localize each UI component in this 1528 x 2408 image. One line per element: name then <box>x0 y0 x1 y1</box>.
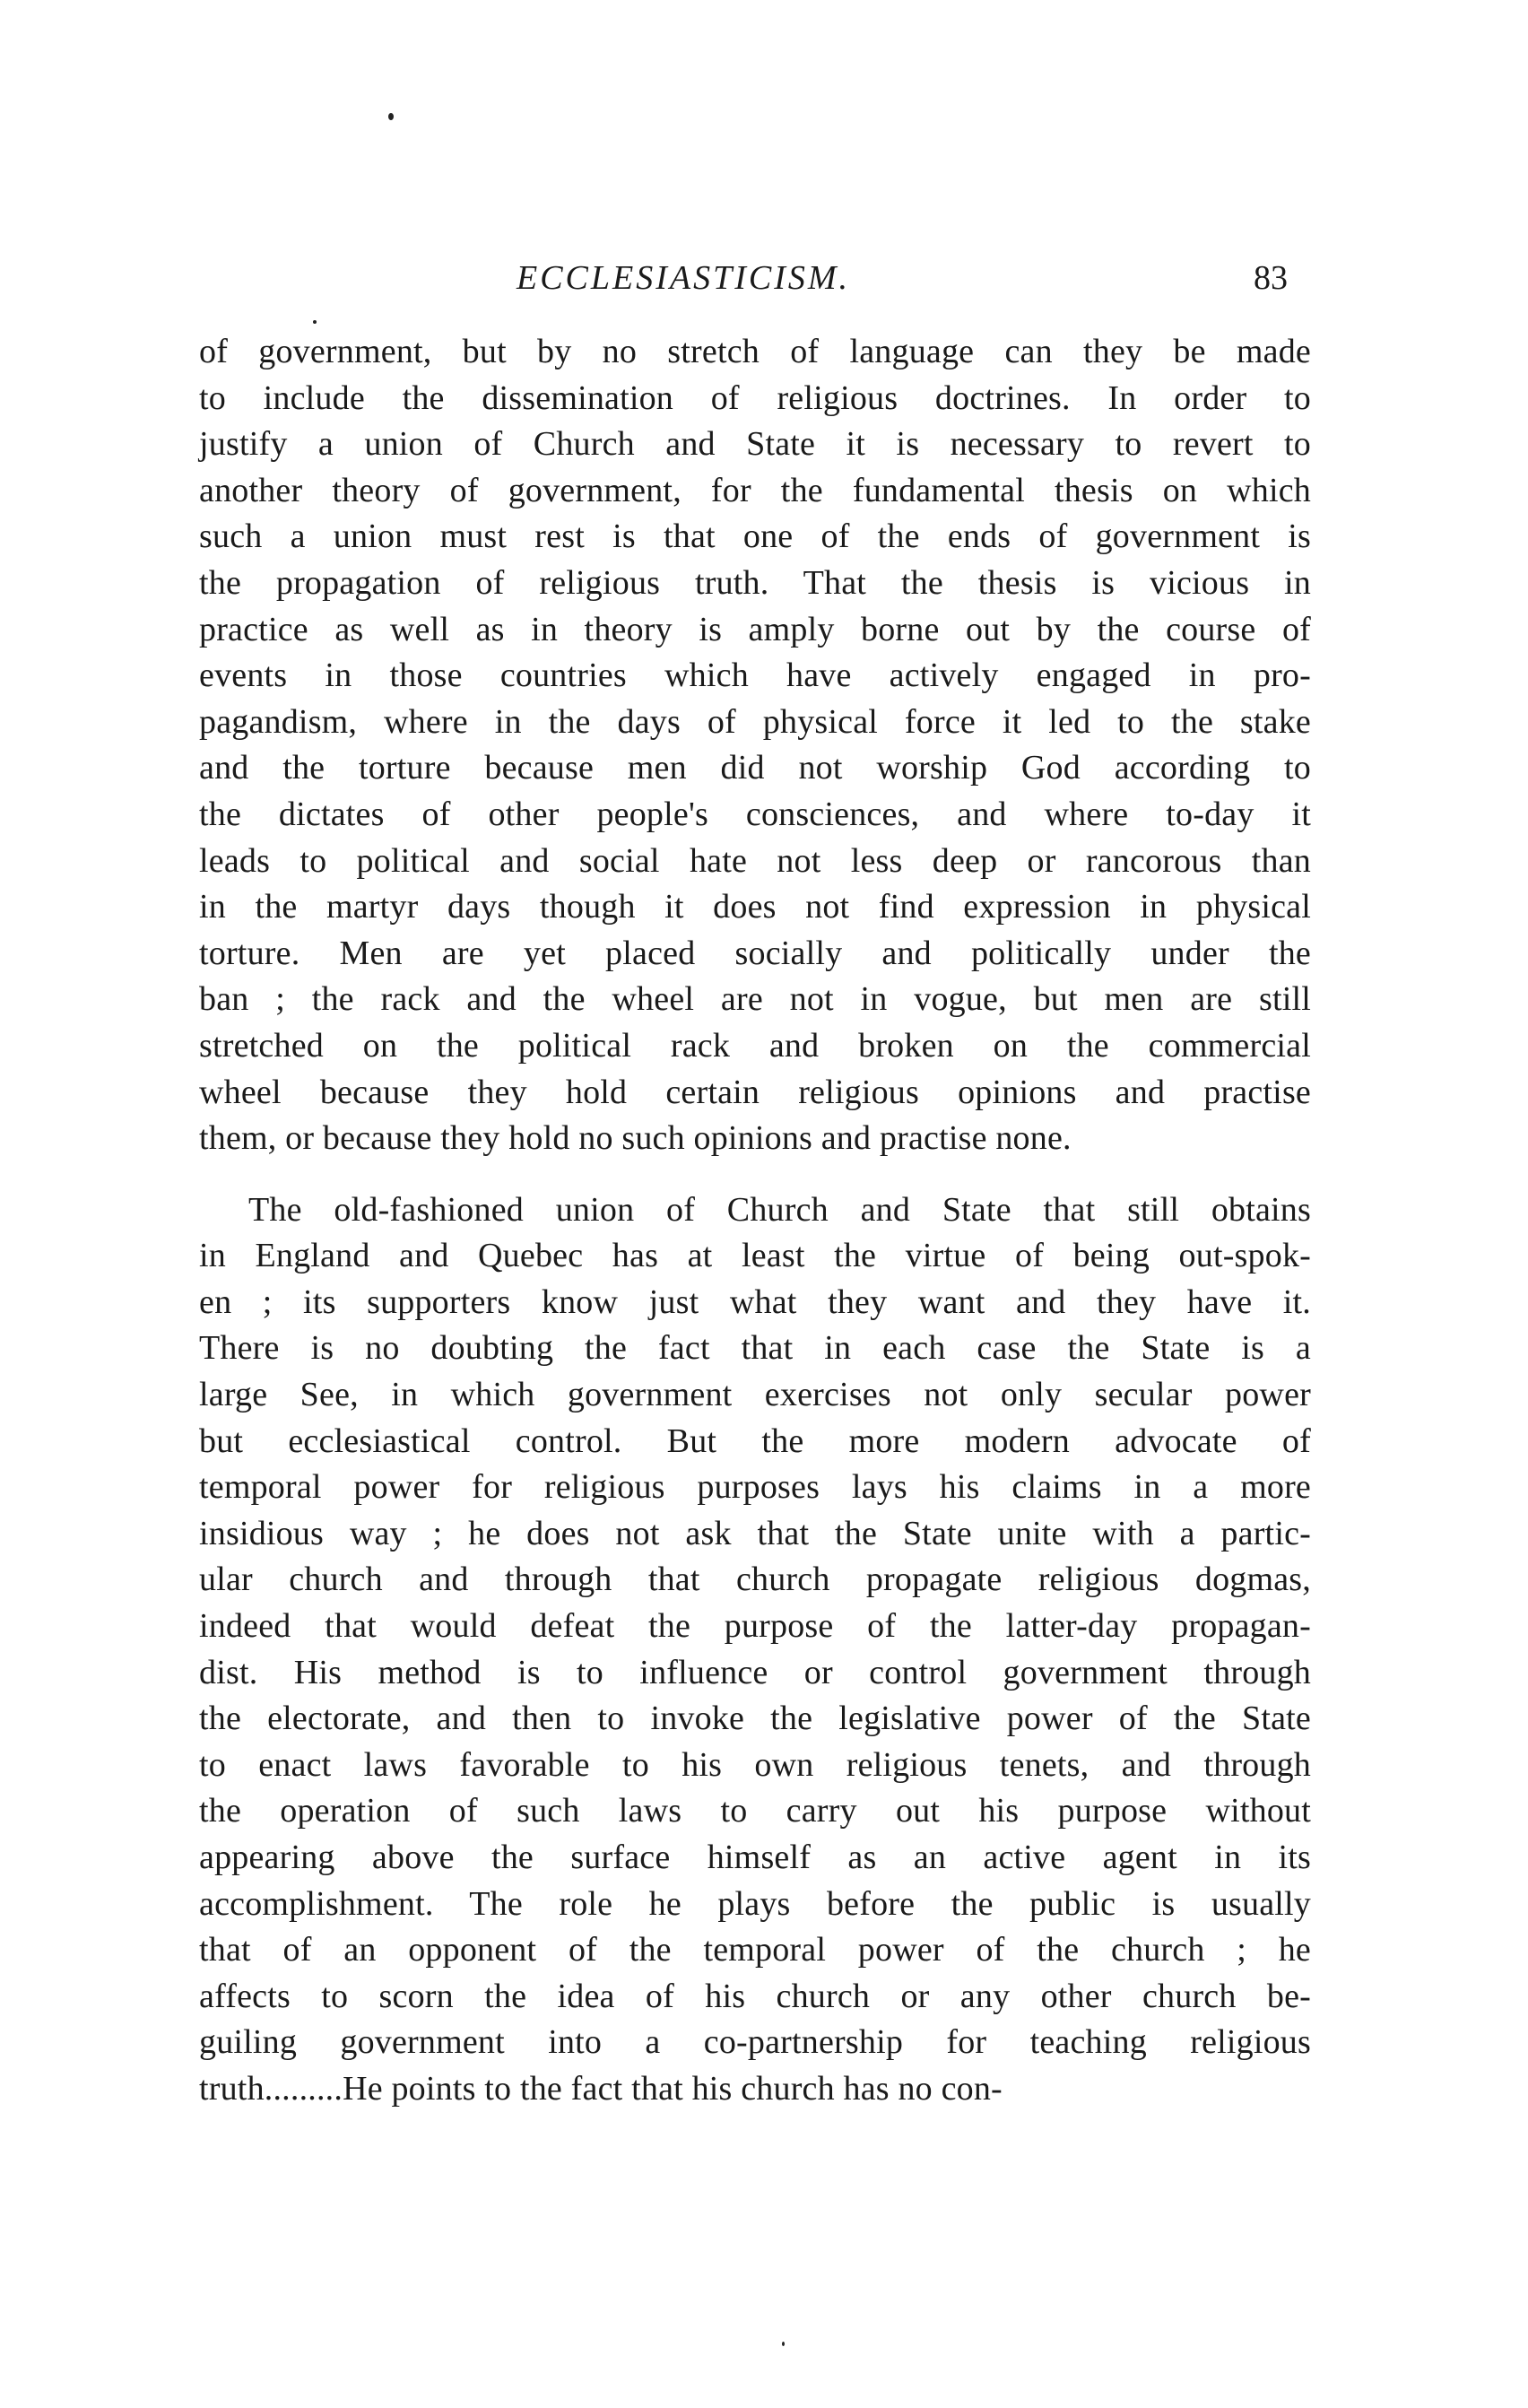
paragraph-spacer <box>199 1162 1311 1187</box>
text-line: appearing above the surface himself as an active agent in its <box>199 1839 1311 1876</box>
running-head <box>0 256 1528 300</box>
text-line: to include the dissemination of religious doctrines. In order to <box>199 378 1311 417</box>
text-line: torture. Men are yet placed socially and politically under the <box>199 934 1311 972</box>
text-line: ular church and through that church propagate religious dogmas, <box>199 1560 1311 1599</box>
text-line: affects to scorn the idea of his church or any other church be- <box>199 1977 1311 2015</box>
text-line: in England and Quebec has at least the virtue of being out-spok- <box>199 1237 1311 1275</box>
text-line: accomplishment. The role he plays before the public is usually <box>199 1884 1311 1923</box>
text-line: in the martyr days though it does not find expression in physical <box>199 888 1311 926</box>
text-line: of government, but by no stretch of language can they be made <box>199 333 1311 370</box>
text-line: truth.........He points to the fact that his church has no con- <box>199 2069 1003 2108</box>
text-line: the dictates of other people's consciences, and where to-day it <box>199 795 1311 833</box>
paragraph <box>199 329 1311 1162</box>
text-line: such a union must rest is that one of the ends of government is <box>199 517 1311 556</box>
text-line: the propagation of religious truth. That the thesis is vicious in <box>199 563 1311 602</box>
text-line: the electorate, and then to invoke the legislative power of the State <box>199 1700 1311 1738</box>
text-line: insidious way ; he does not ask that the State unite with a partic- <box>199 1514 1311 1552</box>
body-text <box>199 329 1311 2113</box>
page-number: 83 <box>1254 259 1288 297</box>
text-line: the operation of such laws to carry out his purpose without <box>199 1792 1311 1830</box>
running-title: ECCLESIASTICISM. <box>517 259 851 297</box>
text-line: guiling government into a co-partnership for teaching religious <box>199 2023 1311 2062</box>
text-line: The old-fashioned union of Church and State that still obtains <box>248 1190 1311 1229</box>
text-line: and the torture because men did not worship God according to <box>199 749 1311 787</box>
text-line: wheel because they hold certain religious opinions and practise <box>199 1073 1311 1111</box>
ink-speck <box>388 113 394 120</box>
text-line: temporal power for religious purposes lays his claims in a more <box>199 1468 1311 1507</box>
paragraph <box>199 1187 1311 2113</box>
ink-speck <box>313 320 317 324</box>
text-line: There is no doubting the fact that in each case the State is a <box>199 1329 1311 1368</box>
ink-speck <box>782 2342 785 2346</box>
text-line: events in those countries which have actively engaged in pro- <box>199 656 1311 695</box>
text-line: ban ; the rack and the wheel are not in vogue, but men are still <box>199 980 1311 1019</box>
text-line: dist. His method is to influence or control government through <box>199 1653 1311 1691</box>
text-line: but ecclesiastical control. But the more modern advocate of <box>199 1421 1311 1460</box>
text-line: them, or because they hold no such opinions and practise none. <box>199 1119 1072 1158</box>
text-line: stretched on the political rack and broken on the commercial <box>199 1026 1311 1065</box>
text-line: justify a union of Church and State it is necessary to revert to <box>199 425 1311 464</box>
text-line: practice as well as in theory is amply borne out by the course of <box>199 610 1311 648</box>
text-line: large See, in which government exercises not only secular power <box>199 1376 1311 1414</box>
text-line: to enact laws favorable to his own religious tenets, and through <box>199 1745 1311 1784</box>
text-line: en ; its supporters know just what they want and they have it. <box>199 1282 1311 1321</box>
text-line: pagandism, where in the days of physical force it led to the stake <box>199 702 1311 741</box>
text-line: that of an opponent of the temporal power of the church ; he <box>199 1931 1311 1969</box>
text-line: indeed that would defeat the purpose of the latter-day propagan- <box>199 1607 1311 1646</box>
text-line: another theory of government, for the fundamental thesis on which <box>199 471 1311 509</box>
text-line: leads to political and social hate not less deep or rancorous than <box>199 841 1311 880</box>
